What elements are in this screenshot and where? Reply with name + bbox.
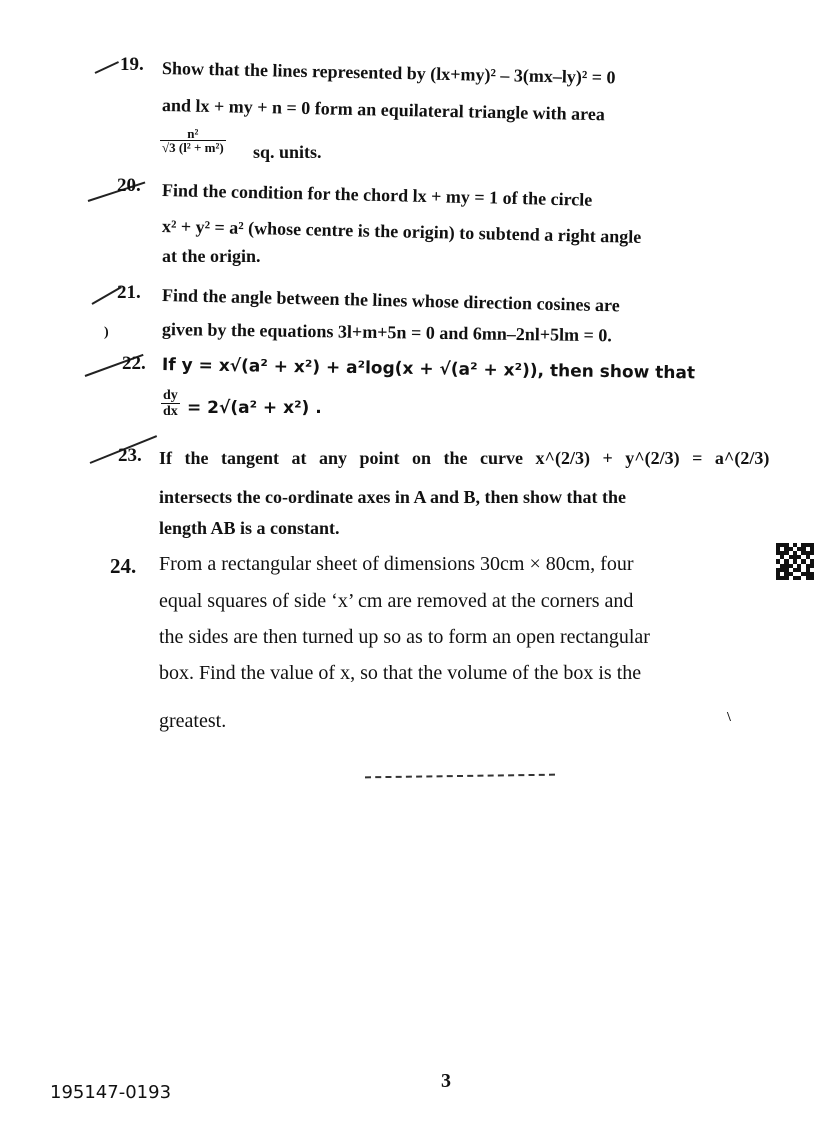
fraction-numerator: dy	[163, 388, 178, 403]
check-mark	[95, 61, 119, 74]
question-number: 21.	[117, 282, 141, 303]
question-text-line: sq. units.	[253, 142, 322, 162]
question-number: 24.	[110, 554, 137, 578]
fraction-denominator: √3 (l² + m²)	[162, 140, 224, 155]
question-text-line: box. Find the value of x, so that the volume of the box is the	[159, 662, 642, 684]
question-number: 22.	[122, 353, 146, 374]
question-text-line: If y = x√(a² + x²) + a²log(x + √(a² + x²)), then show that	[161, 355, 696, 384]
question-text-line: = 2√(a² + x²) .	[187, 398, 322, 418]
question-text-line: at the origin.	[162, 246, 261, 266]
question-text-line: given by the equations 3l+m+5n = 0 and 6mn–2nl+5lm = 0.	[161, 319, 612, 346]
question-text-line: Find the angle between the lines whose direction cosines are	[161, 285, 620, 316]
question-text-line: Show that the lines represented by (lx+my)² – 3(mx–ly)² = 0	[161, 58, 616, 88]
fraction-numerator: n²	[160, 127, 226, 141]
margin-mark: \	[727, 710, 731, 725]
question-text-line: x² + y² = a² (whose centre is the origin) to subtend a right angle	[161, 216, 642, 247]
question-text-line: Find the condition for the chord lx + my = 1 of the circle	[161, 180, 593, 210]
paper-code: 195147-0193	[50, 1082, 172, 1103]
question-number: 20.	[117, 175, 141, 196]
question-text-line: intersects the co-ordinate axes in A and B, then show that the	[159, 487, 626, 507]
question-number: 19.	[120, 54, 144, 75]
question-text-line: equal squares of side ‘x’ cm are removed at the corners and	[159, 590, 634, 612]
end-of-paper-divider	[365, 774, 555, 779]
fraction-denominator: dx	[163, 404, 178, 419]
margin-mark: )	[104, 325, 109, 340]
qr-code-icon	[776, 543, 814, 580]
question-text-line: From a rectangular sheet of dimensions 30cm × 80cm, four	[159, 553, 634, 575]
question-text-line: greatest.	[159, 710, 227, 732]
question-text-line: length AB is a constant.	[159, 518, 340, 538]
question-number: 23.	[118, 445, 142, 466]
derivative-fraction	[161, 388, 180, 419]
question-text-line: and lx + my + n = 0 form an equilateral triangle with area	[161, 95, 606, 125]
question-text-line: the sides are then turned up so as to form an open rectangular	[159, 626, 650, 648]
page-number: 3	[441, 1070, 451, 1092]
area-fraction	[160, 127, 226, 154]
question-text-line: If the tangent at any point on the curve x^(2/3) + y^(2/3) = a^(2/3)	[159, 448, 770, 468]
